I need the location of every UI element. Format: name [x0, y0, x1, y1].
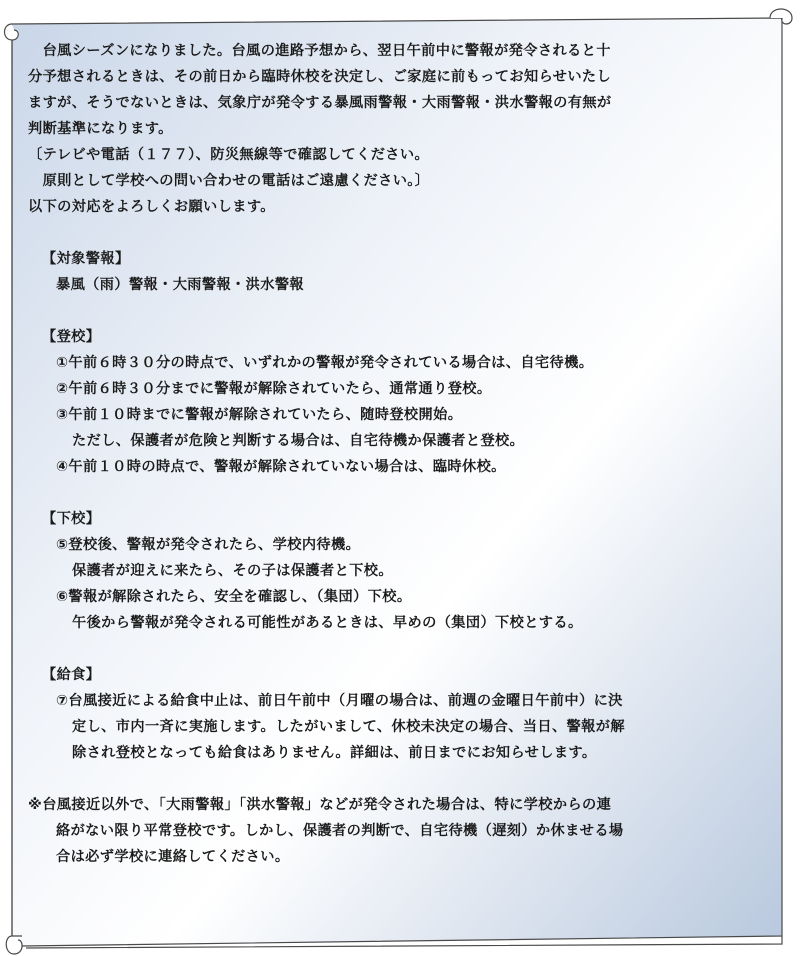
attend-item: ④午前１０時の時点で、警報が解除されていない場合は、臨時休校。	[56, 459, 506, 475]
attend-item: ②午前６時３０分までに警報が解除されていたら、通常通り登校。	[56, 381, 492, 397]
dismiss-item: ⑥警報が解除されたら、安全を確認し、（集団）下校。	[56, 589, 412, 605]
attend-item: ただし、保護者が危険と判断する場合は、自宅待機か保護者と登校。	[72, 433, 525, 449]
intro-line: 判断基準になります。	[28, 121, 173, 137]
lunch-item: 定し、市内一斉に実施します。したがいまして、休校未決定の場合、当日、警報が解	[72, 719, 625, 735]
attend-item: ①午前６時３０分の時点で、いずれかの警報が発令されている場合は、自宅待機。	[56, 355, 594, 371]
intro-line: 以下の対応をよろしくお願いします。	[28, 199, 275, 215]
dismiss-item: ⑤登校後、警報が発令されたら、学校内待機。	[56, 537, 361, 553]
spacer	[28, 298, 780, 324]
spacer	[28, 480, 780, 506]
lunch-item: 除され登校となっても給食はありません。詳細は、前日までにお知らせします。	[72, 745, 597, 761]
intro-line: ますが、そうでないときは、気象庁が発令する暴風雨警報・大雨警報・洪水警報の有無が	[28, 95, 612, 111]
intro-line: 台風シーズンになりました。台風の進路予想から、翌日午前中に警報が発令されると十	[28, 43, 611, 59]
section-heading-target: 【対象警報】	[42, 251, 130, 267]
spacer	[28, 636, 780, 662]
section-heading-dismiss: 【下校】	[42, 511, 101, 527]
lunch-item: ⑦台風接近による給食中止は、前日午前中（月曜の場合は、前週の金曜日午前中）に決	[56, 693, 623, 709]
note-line: ※台風接近以外で、「大雨警報」「洪水警報」などが発令された場合は、特に学校からの連	[28, 797, 612, 813]
section-heading-lunch: 【給食】	[42, 667, 101, 683]
spacer	[28, 220, 780, 246]
note-line: 絡がない限り平常登校です。しかし、保護者の判断で、自宅待機（遅刻）か休ませる場	[56, 823, 624, 839]
attend-item: ③午前１０時までに警報が解除されていたら、随時登校開始。	[56, 407, 463, 423]
notice-document	[28, 38, 780, 918]
intro-line: 原則として学校への問い合わせの電話はご遠慮ください。〕	[28, 173, 430, 189]
section-heading-attend: 【登校】	[42, 329, 101, 345]
spacer	[28, 766, 780, 792]
intro-line: 分予想されるときは、その前日から臨時休校を決定し、ご家庭に前もってお知らせいたし	[28, 69, 612, 85]
note-line: 合は必ず学校に連絡してください。	[56, 849, 290, 865]
intro-line: 〔テレビや電話（１７７）、防災無線等で確認してください。	[28, 147, 430, 163]
target-warnings-text: 暴風（雨）警報・大雨警報・洪水警報	[56, 277, 304, 293]
dismiss-item: 午後から警報が発令される可能性があるときは、早めの（集団）下校とする。	[72, 615, 583, 631]
dismiss-item: 保護者が迎えに来たら、その子は保護者と下校。	[72, 563, 393, 579]
